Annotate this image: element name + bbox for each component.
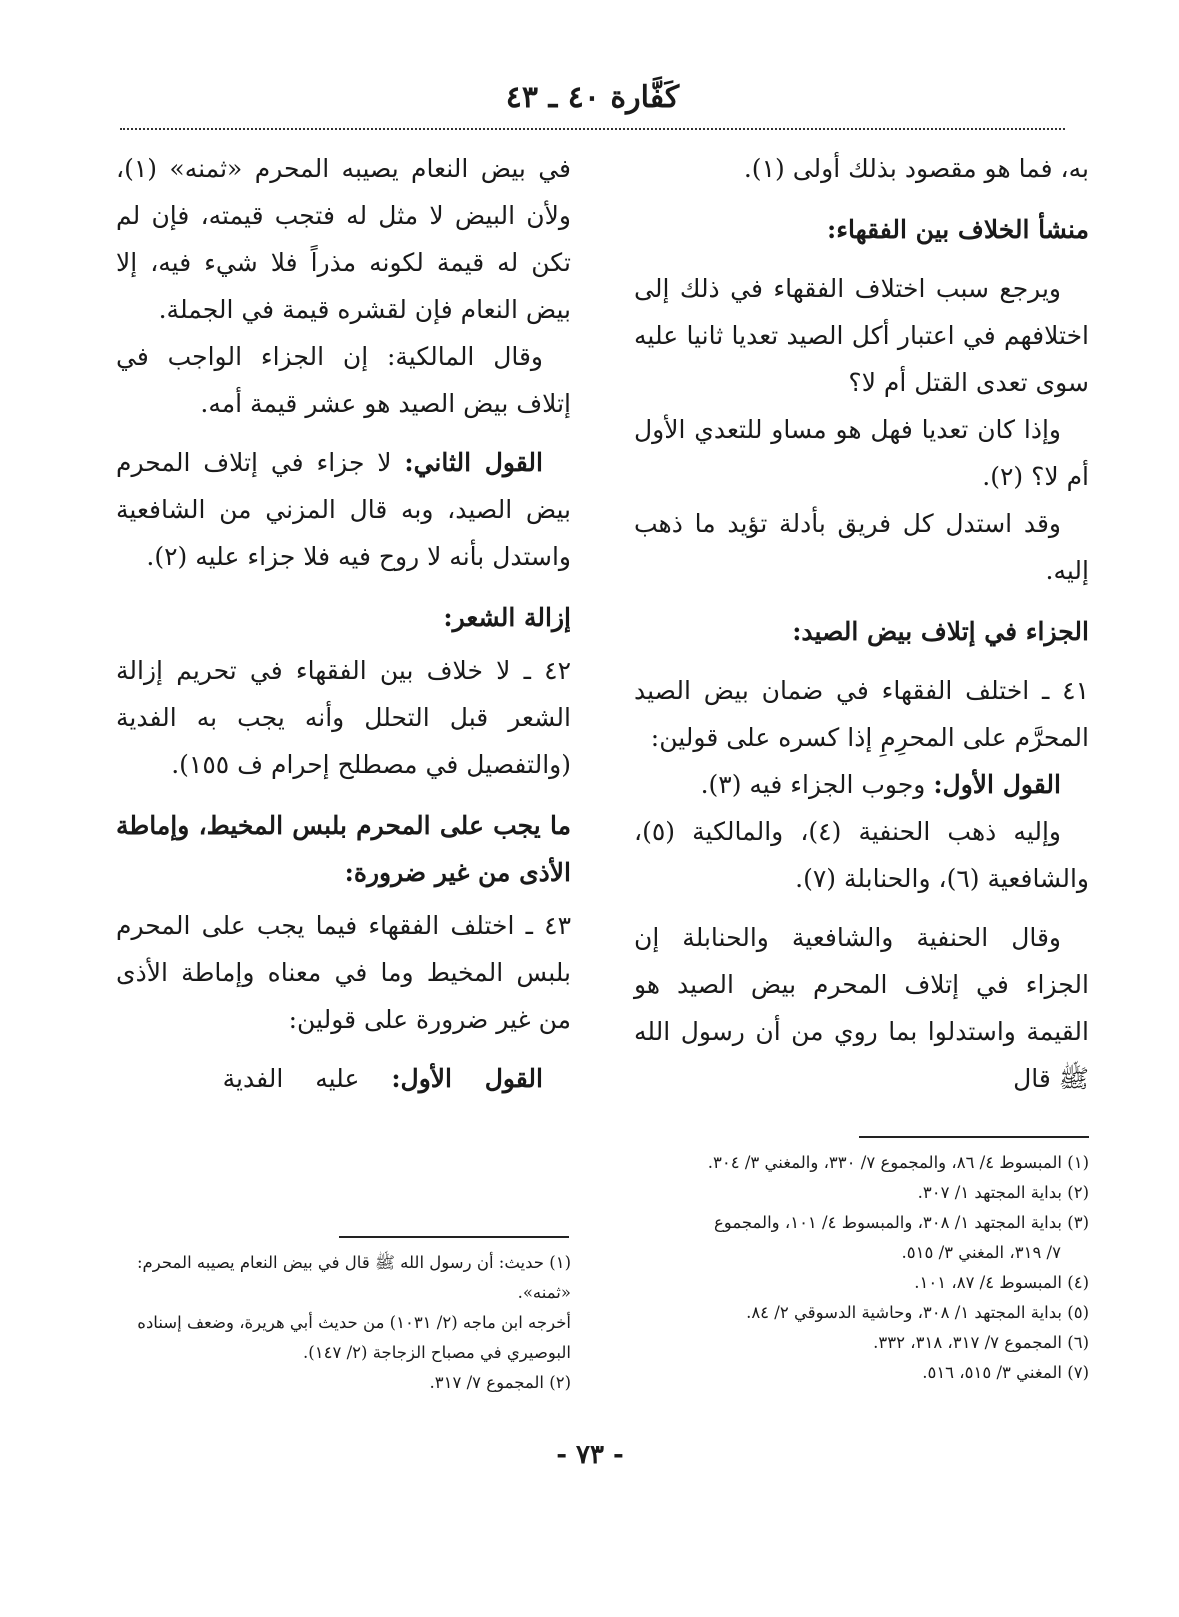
header-dotted-rule: [120, 128, 1065, 130]
paragraph: وإليه ذهب الحنفية (٤)، والمالكية (٥)، والشافعية (٦)، والحنابلة (٧).: [634, 817, 1089, 893]
footnote: (٢) المجموع ٧/ ٣١٧.: [429, 1373, 571, 1392]
section-heading: ما يجب على المحرم بلبس المخيط، وإماطة الأذى من غير ضرورة:: [116, 811, 571, 887]
footnote: (٢) بداية المجتهد ١/ ٣٠٧.: [917, 1183, 1089, 1202]
footnotes-left: [116, 1248, 571, 1398]
footnote: (٧) المغني ٣/ ٥١٥، ٥١٦.: [922, 1363, 1089, 1382]
paragraph: وإذا كان تعديا فهل هو مساو للتعدي الأول أم لا؟ (٢).: [634, 415, 1089, 491]
running-header: كَفَّارة ٤٠ ـ ٤٣: [505, 80, 680, 115]
footnotes-right: [634, 1148, 1089, 1388]
page-number: - ٧٣ -: [556, 1440, 624, 1470]
numbered-paragraph: ٤٣ ـ اختلف الفقهاء فيما يجب على المحرم بلبس المخيط وما في معناه وإماطة الأذى من غير ضرورة على قولين:: [116, 911, 571, 1034]
footnote: (٥) بداية المجتهد ١/ ٣٠٨، وحاشية الدسوقي ٢/ ٨٤.: [746, 1303, 1089, 1322]
opinion-label: القول الأول:: [391, 1064, 543, 1093]
footnote: (١) حديث: أن رسول الله ﷺ قال في بيض النعام يصيبه المحرم: «ثمنه».: [136, 1253, 571, 1302]
paragraph: وقال الحنفية والشافعية والحنابلة إن الجزاء في إتلاف المحرم بيض الصيد هو القيمة واستدلوا بما روي من أن رسول الله ﷺ قال: [634, 923, 1089, 1093]
footnote: (٣) بداية المجتهد ١/ ٣٠٨، والمبسوط ٤/ ١٠١، والمجموع: [713, 1213, 1089, 1232]
section-heading: إزالة الشعر:: [443, 603, 571, 632]
opinion-label: القول الثاني:: [404, 448, 543, 477]
opinion-paragraph: [116, 1055, 571, 1102]
footnote-rule: [859, 1136, 1089, 1138]
paragraph: في بيض النعام يصيبه المحرم «ثمنه» (١)، ولأن البيض لا مثل له فتجب قيمته، فإن لم تكن له قيمة لكونه مذراً فلا شيء فيه، إلا بيض النعام فإن لقشره قيمة في الجملة.: [116, 154, 571, 324]
opinion-paragraph: [116, 439, 571, 580]
paragraph: ويرجع سبب اختلاف الفقهاء في ذلك إلى اختلافهم في اعتبار أكل الصيد تعديا ثانيا عليه سوى تعدى القتل أم لا؟: [634, 274, 1089, 397]
opinion-paragraph: [634, 761, 1089, 808]
section-heading: الجزاء في إتلاف بيض الصيد:: [792, 617, 1089, 646]
right-column: [634, 145, 1089, 1102]
opinion-text: لا جزاء في إتلاف المحرم بيض الصيد، وبه قال المزني من الشافعية واستدل بأنه لا روح فيه فلا جزاء عليه (٢).: [116, 448, 571, 571]
footnote: (١) المبسوط ٤/ ٨٦، والمجموع ٧/ ٣٣٠، والمغني ٣/ ٣٠٤.: [707, 1153, 1089, 1172]
paragraph: وقد استدل كل فريق بأدلة تؤيد ما ذهب إليه.: [634, 509, 1089, 585]
paragraph: وقال المالكية: إن الجزاء الواجب في إتلاف بيض الصيد هو عشر قيمة أمه.: [116, 342, 571, 418]
opinion-text: وجوب الجزاء فيه (٣).: [700, 770, 934, 799]
footnote-continuation: أخرجه ابن ماجه (٢/ ١٠٣١) من حديث أبي هريرة، وضعف إسناده البوصيري في مصباح الزجاجة (٢/ ١٤٧).: [137, 1313, 571, 1362]
footnote: (٦) المجموع ٧/ ٣١٧، ٣١٨، ٣٣٢.: [873, 1333, 1089, 1352]
numbered-paragraph: ٤١ ـ اختلف الفقهاء في ضمان بيض الصيد المحرَّم على المحرِمِ إذا كسره على قولين:: [634, 676, 1089, 752]
section-heading: منشأ الخلاف بين الفقهاء:: [826, 215, 1089, 244]
numbered-paragraph: ٤٢ ـ لا خلاف بين الفقهاء في تحريم إزالة الشعر قبل التحلل وأنه يجب به الفدية (والتفصيل في مصطلح إحرام ف ١٥٥).: [116, 656, 571, 779]
paragraph: به، فما هو مقصود بذلك أولى (١).: [743, 154, 1089, 183]
footnote-continuation: ٧/ ٣١٩، المغني ٣/ ٥١٥.: [901, 1243, 1061, 1262]
opinion-label: القول الأول:: [933, 770, 1061, 799]
opinion-text: عليه الفدية: [222, 1064, 392, 1093]
footnote: (٤) المبسوط ٤/ ٨٧، ١٠١.: [914, 1273, 1089, 1292]
left-column: [116, 145, 571, 1102]
footnote-rule: [339, 1236, 569, 1238]
